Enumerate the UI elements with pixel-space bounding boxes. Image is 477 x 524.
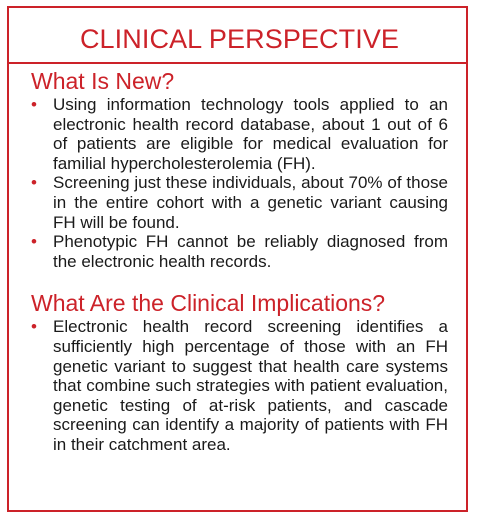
list-item-text: Electronic health record screening identifies a sufficiently high percentage of those with an FH genetic variant to suggest that health care systems that combine such strategies with patient evaluation, genetic testing of at-risk patients, and cascade screening can identify a majority of patients with FH in their catchment area.: [53, 317, 448, 454]
clinical-perspective-box: [7, 6, 468, 512]
bullet-icon: •: [31, 95, 37, 114]
list-item-text: Using information technology tools applied to an electronic health record database, about 1 out of 6 of patients are eligible for medical evaluation for familial hypercholesterolemia (FH).: [53, 95, 448, 173]
list-item-text: Screening just these individuals, about 70% of those in the entire cohort with a genetic variant causing FH will be found.: [53, 173, 448, 232]
title-divider: [9, 62, 466, 64]
bullet-list: [31, 95, 448, 271]
bullet-list: [31, 317, 448, 454]
list-item: [31, 173, 448, 232]
list-item-text: Phenotypic FH cannot be reliably diagnosed from the electronic health records.: [53, 232, 448, 271]
bullet-icon: •: [31, 173, 37, 193]
list-item: [31, 232, 448, 271]
box-title: CLINICAL PERSPECTIVE: [79, 24, 400, 54]
section-heading: What Is New?: [31, 68, 175, 94]
section-what-is-new: [31, 67, 448, 271]
list-item: [31, 317, 448, 454]
bullet-icon: •: [31, 317, 37, 337]
bullet-icon: •: [31, 232, 37, 252]
section-heading: What Are the Clinical Implications?: [31, 290, 386, 317]
section-clinical-implications: [31, 289, 448, 454]
list-item: [31, 95, 448, 173]
